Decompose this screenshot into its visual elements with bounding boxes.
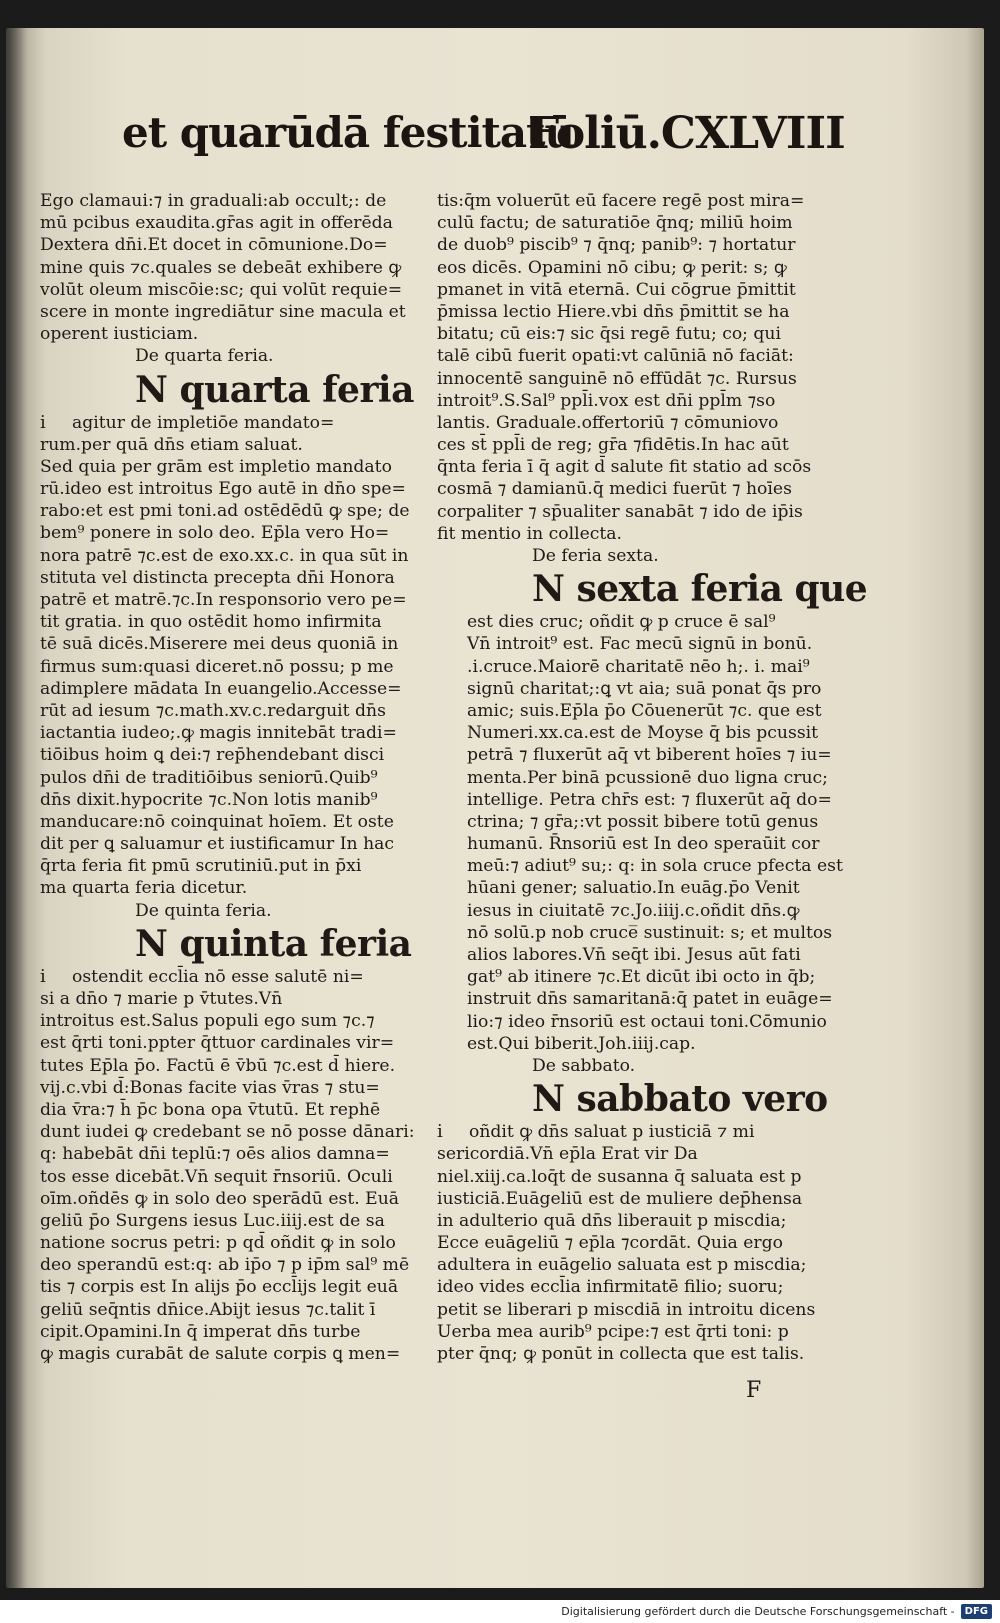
text-line: volūt oleum miscōie:sc; qui volūt requie= [40,279,403,300]
text-line: q̄nta feria ī q̄ agit d̄ salute fit statio ad scōs [437,457,812,478]
text-line: ideo vides eccl̄ia infirmitatē filio; suoru; [437,1277,784,1298]
paragraph-block [40,190,412,345]
text-line: rabo:et est pmi toni.ad ostēdēdū ꝙ spe; de [40,501,410,522]
text-column-left [40,190,415,1365]
drop-cap-letter: i [437,1121,443,1143]
text-line: instruit dn̄s samaritanā:q̄ patet in euāge= [467,989,833,1010]
text-line: Numeri.xx.ca.est de Moyse q̄ bis pcussit [467,723,819,744]
text-line: niel.xiij.ca.loq̄t de susanna q̄ saluata est p [437,1166,802,1187]
text-line: pmanet in vitā eternā. Cui cōgrue p̄mittit [437,279,796,300]
text-line: in adulterio quā dn̄s liberauit p miscdia; [437,1210,787,1231]
text-line: introit⁹.S.Sal⁹ ppl̄i.vox est dn̄i ppl̄m ⁊so [437,390,776,411]
text-line: menta.Per binā pcussionē duo ligna cruc; [467,767,828,788]
text-line-content: ostendit eccl̄ia nō esse salutē ni= [72,966,364,987]
text-line: vij.c.vbi d̄:Bonas facite vias v̄ras ⁊ stu= [40,1077,380,1098]
text-line [437,1121,809,1143]
text-line: tē suā dicēs.Miserere mei deus quoniā in [40,634,399,655]
text-line: nora patrē ⁊c.est de exo.xx.c. in qua sūt in [40,545,409,566]
text-line: operent iusticiam. [40,324,199,345]
text-line: introitus est.Salus populi ego sum ⁊c.⁊ [40,1011,375,1032]
section-heading: N sabbato vero [532,1078,828,1121]
text-line: est dies cruc; oñdit ꝙ p cruce ē sal⁹ [467,612,776,633]
text-line: meū:⁊ adiut⁹ su;: q: in sola cruce pfecta est [467,856,843,877]
text-line: rū.ideo est introitus Ego autē in dn̄o spe= [40,479,406,500]
text-line: bitatu; cū eis:⁊ sic q̄si regē futu; co; qui [437,324,782,345]
text-line: tos esse dicebāt.Vn̄ sequit r̄nsoriū. Oculi [40,1166,393,1187]
text-line: eos dicēs. Opamini nō cibu; ꝙ perit: s; ꝙ [437,257,787,278]
text-line-content: agitur de impletiōe mandato= [72,412,335,433]
text-line [40,412,412,434]
section-heading: N quinta feria [135,922,412,965]
text-line: tiōibus hoim ꝗ dei:⁊ rep̄hendebant disci [40,745,385,766]
text-line: pulos dn̄i de traditiōibus seniorū.Quib⁹ [40,767,378,788]
section-heading: N sexta feria que [532,568,868,611]
text-line: geliū seq̄ntis dn̄ice.Abijt iesus ⁊c.talit ī [40,1299,376,1320]
text-line: manducare:nō coinquinat hoīem. Et oste [40,811,394,832]
text-line: tutes Ep̄la p̄o. Factū ē v̄bū ⁊c.est d̄ hiere. [40,1055,396,1076]
gutter-shadow [6,28,28,1588]
text-line: ma quarta feria dicetur. [40,878,248,899]
text-line: dunt iudei ꝙ credebant se nō posse dānari: [40,1122,415,1143]
text-line: intellige. Petra chr̄s est: ⁊ fluxerūt aq̄ do= [467,789,832,810]
paragraph-block [437,1166,816,1366]
text-line: iesus in ciuitatē ⁊c.Jo.iiij.c.oñdit dn̄s.ꝙ [467,900,800,921]
text-line: amic; suis.Ep̄la p̄o Cōuenerūt ⁊c. que est [467,700,822,721]
text-line: pter q̄nq; ꝙ ponūt in collecta que est talis. [437,1344,805,1364]
paragraph-block [437,1121,809,1165]
text-line: dia v̄ra:⁊ h̄ p̄c bona opa v̄tutū. Et rephē [40,1099,381,1120]
running-header-left: et quarūdā festitatū [122,108,575,157]
text-line: humanū. R̄nsoriū est In deo speraūit cor [467,834,820,855]
footer-credit-text: Digitalisierung gefördert durch die Deutsche Forschungsgemeinschaft - [561,1605,955,1618]
text-line: fit mentio in collecta. [437,523,623,544]
text-line: culū factu; de saturatiōe q̄nq; miliū hoim [437,213,793,234]
text-line: deo sperandū est:q: ab ip̄o ⁊ p ip̄m sal⁹ mē [40,1255,410,1276]
paragraph-block [40,966,412,1010]
text-line: firmus sum:quasi diceret.nō possu; p me [40,656,394,677]
paragraph-block [437,190,812,545]
text-line [40,966,412,988]
text-line: lio:⁊ ideo r̄nsoriū est octaui toni.Cōmunio [467,1011,827,1032]
text-line: ꝙ magis curabāt de salute corpis ꝗ men= [40,1344,401,1364]
dfg-logo: DFG [961,1604,992,1619]
text-line: patrē et matrē.⁊c.In responsorio vero pe= [40,590,407,610]
text-line: natione socrus petri: p qd̄ oñdit ꝙ in solo [40,1233,396,1254]
text-line: bem⁹ ponere in solo deo. Ep̄la vero Ho= [40,523,390,544]
drop-cap-letter: i [40,965,46,987]
text-line: talē cibū fuerit opati:vt calūniā nō faciāt: [437,346,794,367]
text-line: Vn̄ introit⁹ est. Fac mecū signū in bonū. [467,634,813,655]
text-line: petit se liberari p miscdiā in introitu dicens [437,1299,816,1320]
text-line: ces st̄ ppl̄i de reg; gr̄a ⁊fidētis.In hac aūt [437,435,789,456]
paragraph-block [437,611,843,1055]
section-subtitle: De quarta feria. [135,346,274,367]
text-line: scere in monte ingrediātur sine macula et [40,301,406,322]
text-line: sericordiā.Vn̄ ep̄la Erat vir Da [437,1144,698,1165]
text-line-content: oñdit ꝙ dn̄s saluat p iusticiā ⁊ mi [469,1122,755,1143]
text-line: cipit.Opamini.In q̄ imperat dn̄s turbe [40,1321,361,1342]
section-subtitle: De feria sexta. [532,546,659,566]
text-line: mū pcibus exaudita.gr̄as agit in offerēda [40,213,393,234]
folio-number: Foliū.CXLVIII [528,108,845,159]
text-line: gat⁹ ab itinere ⁊c.Et dicūt ibi octo in q̄b; [467,967,816,988]
text-line: tit gratia. in quo ostēdit homo infirmita [40,612,382,633]
text-line: tis:q̄m voluerūt eū facere regē post mira= [437,191,805,211]
text-line: .i.cruce.Maiorē charitatē nēo h;. i. mai⁹ [467,656,810,677]
text-line: si a dn̄o ⁊ marie p v̄tutes.Vn̄ [40,989,283,1009]
text-column-right [437,190,868,1365]
text-line: lantis. Graduale.offertoriū ⁊ cōmuniovo [437,412,779,433]
section-subtitle: De quinta feria. [135,900,272,921]
text-line: innocentē sanguinē nō effūdāt ⁊c. Rursus [437,368,797,389]
text-line: iusticiā.Euāgeliū est de muliere dep̄hensa [437,1188,803,1209]
text-line: de duob⁹ piscib⁹ ⁊ q̄nq; panib⁹: ⁊ hortatur [437,235,796,256]
section-heading: N quarta feria [135,368,414,411]
text-line: Sed quia per grām est impletio mandato [40,456,392,477]
text-line: dit per ꝗ saluamur et iustificamur In hac [40,834,395,855]
paragraph-block [40,456,412,900]
text-line: petrā ⁊ fluxerūt aq̄ vt biberent hoīes ⁊ iu= [467,745,832,766]
text-line: stituta vel distincta precepta dn̄i Honora [40,567,395,588]
footer-credit-bar [0,1600,1000,1623]
text-line: oīm.oñdēs ꝙ in solo deo sperādū est. Euā [40,1188,400,1209]
drop-cap-letter: i [40,411,46,433]
text-line: p̄missa lectio Hiere.vbi dn̄s p̄mittit se ha [437,301,790,322]
text-line: iactantia iudeo;.ꝙ magis innitebāt tradi= [40,723,397,744]
text-line: adimplere mādata In euangelio.Accesse= [40,678,402,699]
text-line: Ego clamaui:⁊ in graduali:ab occult;: de [40,191,387,211]
text-line: tis ⁊ corpis est In alijs p̄o eccl̄ijs legit euā [40,1277,399,1298]
text-line: signū charitat;:ꝗ vt aia; suā ponat q̄s pro [467,678,822,699]
text-line: dn̄s dixit.hypocrite ⁊c.Non lotis manib⁹ [40,789,378,810]
text-line: mine quis ⁊c.quales se debeāt exhibere ꝙ [40,257,402,278]
text-line: nō solū.p nob cruce̅ sustinuit: s; et multos [467,922,833,943]
text-line: q: habebāt dn̄i teplū:⁊ oēs alios damna= [40,1144,390,1165]
text-line: rum.per quā dn̄s etiam saluat. [40,434,303,455]
text-line: corpaliter ⁊ sp̄ualiter sanabāt ⁊ ido de ip̄is [437,501,803,522]
text-line: Uerba mea aurib⁹ pcipe:⁊ est q̄rti toni: p [437,1321,789,1342]
text-line: est q̄rti toni.ppter q̄ttuor cardinales vir= [40,1033,395,1054]
paragraph-block [40,412,412,456]
text-line: est.Qui biberit.Joh.iiij.cap. [467,1033,696,1054]
section-subtitle: De sabbato. [532,1055,636,1076]
text-line: cosmā ⁊ damianū.q̄ medici fuerūt ⁊ hoīes [437,479,792,500]
text-line: ctrina; ⁊ gr̄a;:vt possit bibere totū genus [467,811,819,832]
paragraph-block [40,1010,415,1365]
text-line: alios labores.Vn̄ seq̄t ibi. Jesus aūt fati [467,945,801,965]
text-line: adultera in euāgelio saluata est p miscdia; [437,1255,807,1276]
signature-mark: F [746,1378,762,1403]
text-line: Ecce euāgeliū ⁊ ep̄la ⁊cordāt. Quia ergo [437,1233,783,1254]
text-line: q̄rta feria fit pmū scrutiniū.put in p̄xi [40,856,362,877]
text-line: hūani gener; saluatio.In euāg.p̄o Venit [467,878,800,899]
text-line: geliū p̄o Surgens iesus Luc.iiij.est de sa [40,1210,385,1231]
text-line: rūt ad iesum ⁊c.math.xv.c.redarguit dn̄s [40,700,386,721]
text-line: Dextera dn̄i.Et docet in cōmunione.Do= [40,235,388,256]
